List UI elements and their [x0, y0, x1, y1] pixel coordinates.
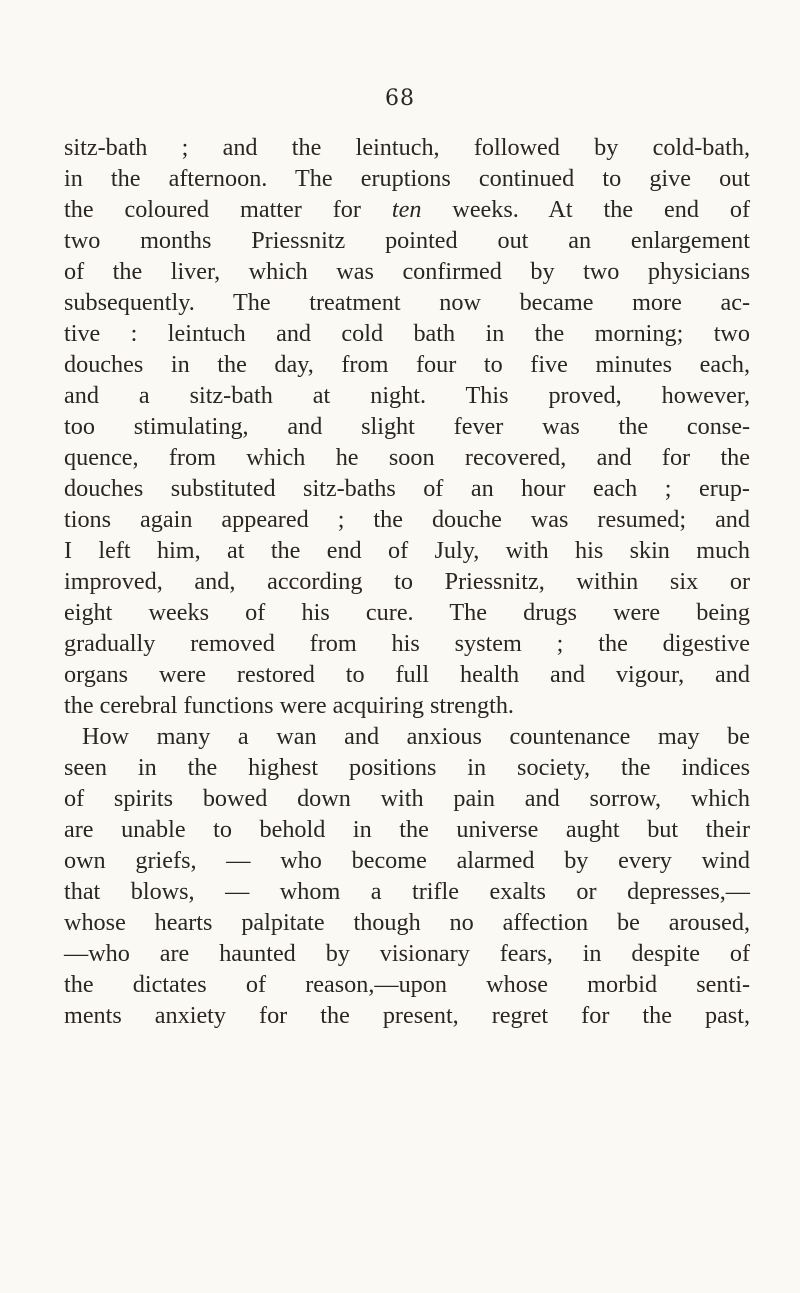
text-segment: sitz-bath ; and the leintuch, followed by cold-bath,: [64, 134, 750, 161]
text-line: [64, 287, 750, 318]
text-line: [64, 566, 750, 597]
text-line: [64, 876, 750, 907]
text-line: [64, 659, 750, 690]
text-line: [64, 845, 750, 876]
text-segment: in the afternoon. The eruptions continued to give out: [64, 165, 750, 192]
text-segment: weeks. At the end of: [421, 196, 751, 223]
text-segment: organs were restored to full health and vigour, and: [64, 661, 750, 688]
text-segment: own griefs, — who become alarmed by every wind: [64, 847, 750, 874]
text-segment: too stimulating, and slight fever was the conse-: [64, 413, 750, 440]
text-segment: subsequently. The treatment now became more ac-: [64, 289, 750, 316]
text-line: [64, 473, 750, 504]
text-line: [64, 132, 750, 163]
text-line: [64, 349, 750, 380]
text-segment: that blows, — whom a trifle exalts or depresses,—: [64, 878, 750, 905]
text-line: [64, 163, 750, 194]
text-segment: gradually removed from his system ; the digestive: [64, 630, 750, 657]
text-line: [64, 442, 750, 473]
text-line: [64, 380, 750, 411]
text-segment: two months Priessnitz pointed out an enlargement: [64, 227, 750, 254]
text-line: [64, 628, 750, 659]
text-segment: ments anxiety for the present, regret for the past,: [64, 1002, 750, 1029]
text-segment: seen in the highest positions in society, the indices: [64, 754, 750, 781]
text-line: [64, 907, 750, 938]
page-body-text: [64, 132, 750, 1031]
text-segment: improved, and, according to Priessnitz, within six or: [64, 568, 750, 595]
text-line: [64, 938, 750, 969]
text-line: [64, 752, 750, 783]
text-segment: whose hearts palpitate though no affection be aroused,: [64, 909, 750, 936]
text-line: [64, 814, 750, 845]
text-segment: and a sitz-bath at night. This proved, however,: [64, 382, 750, 409]
text-line: [64, 721, 750, 752]
text-segment: tions again appeared ; the douche was resumed; and: [64, 506, 750, 533]
text-line: [64, 504, 750, 535]
text-line: [64, 318, 750, 349]
text-segment: the coloured matter for: [64, 196, 392, 223]
text-line: [64, 194, 750, 225]
text-segment: —who are haunted by visionary fears, in despite of: [64, 940, 750, 967]
text-line: [64, 256, 750, 287]
text-segment: douches substituted sitz-baths of an hour each ; erup-: [64, 475, 750, 502]
text-line: [64, 411, 750, 442]
text-segment: are unable to behold in the universe aught but their: [64, 816, 750, 843]
text-line: [64, 783, 750, 814]
text-segment: the cerebral functions were acquiring strength.: [64, 692, 514, 719]
text-segment: tive : leintuch and cold bath in the morning; two: [64, 320, 750, 347]
text-segment: the dictates of reason,—upon whose morbid senti-: [64, 971, 750, 998]
text-line: [64, 1000, 750, 1031]
text-line: [64, 969, 750, 1000]
text-line: [64, 597, 750, 628]
text-segment: quence, from which he soon recovered, and for the: [64, 444, 750, 471]
text-segment: eight weeks of his cure. The drugs were being: [64, 599, 750, 626]
text-segment: of spirits bowed down with pain and sorrow, which: [64, 785, 750, 812]
text-segment: of the liver, which was confirmed by two physicians: [64, 258, 750, 285]
text-segment: I left him, at the end of July, with his skin much: [64, 537, 750, 564]
text-segment: douches in the day, from four to five minutes each,: [64, 351, 750, 378]
text-line: [64, 690, 750, 721]
text-segment: How many a wan and anxious countenance may be: [82, 723, 750, 750]
page-number: 68: [385, 86, 415, 111]
text-line: [64, 535, 750, 566]
italic-word: ten: [391, 196, 422, 223]
text-line: [64, 225, 750, 256]
